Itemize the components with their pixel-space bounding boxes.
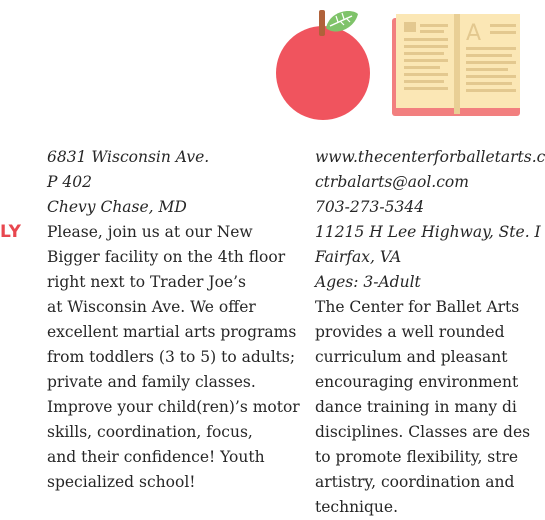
description-line: skills, coordination, focus, [47, 423, 253, 441]
description-line: Improve your child(ren)’s motor [47, 398, 300, 416]
description-line: Please, join us at our New [47, 223, 253, 241]
description-line: technique. [315, 498, 399, 516]
city-state: Chevy Chase, MD [47, 198, 187, 216]
description-line: dance training in many di [315, 398, 517, 416]
description-line: curriculum and pleasant [315, 348, 508, 366]
street-address: 11215 H Lee Highway, Ste. I [315, 223, 541, 241]
description-line: specialized school! [47, 473, 196, 491]
martial-arts-listing [47, 145, 300, 495]
description-line: to promote flexibility, stre [315, 448, 519, 466]
cropped-heading-tag: LY [0, 222, 22, 242]
description-line: at Wisconsin Ave. We offer [47, 298, 256, 316]
apple-icon [270, 6, 392, 122]
description-line: excellent martial arts programs [47, 323, 297, 341]
description-line: private and family classes. [47, 373, 256, 391]
description-line: and their confidence! Youth [47, 448, 265, 466]
phone-number: 703-273-5344 [315, 198, 425, 216]
description-line: encouraging environment [315, 373, 519, 391]
website-link[interactable]: www.thecenterforballetarts.c [315, 148, 545, 166]
description-line: artistry, coordination and [315, 473, 515, 491]
description-line: from toddlers (3 to 5) to adults; [47, 348, 296, 366]
description-line: The Center for Ballet Arts [315, 298, 520, 316]
book-letter: A [466, 21, 482, 46]
ballet-arts-listing [315, 145, 545, 520]
description-line: right next to Trader Joe’s [47, 273, 246, 291]
description-line: provides a well rounded [315, 323, 505, 341]
suite-number: P 402 [47, 173, 92, 191]
description-line: disciplines. Classes are des [315, 423, 531, 441]
ages-range: Ages: 3-Adult [315, 273, 421, 291]
email-link[interactable]: ctrbalarts@aol.com [315, 173, 469, 191]
description-line: Bigger facility on the 4th floor [47, 248, 286, 266]
open-book-icon [390, 14, 520, 118]
street-address: 6831 Wisconsin Ave. [47, 148, 210, 166]
city-state: Fairfax, VA [315, 248, 402, 266]
